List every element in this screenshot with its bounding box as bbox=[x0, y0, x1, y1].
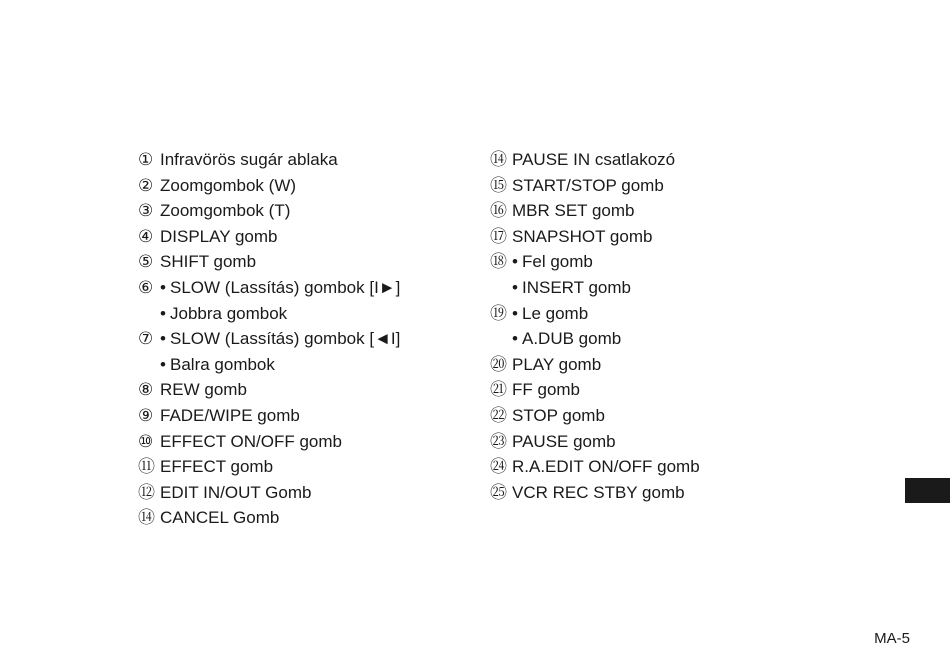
right-column bbox=[490, 147, 700, 505]
item-text: PLAY gomb bbox=[512, 354, 602, 374]
item-number: ① bbox=[138, 150, 154, 170]
item-number: ⑮ bbox=[490, 175, 507, 196]
list-item bbox=[490, 249, 700, 275]
list-item bbox=[138, 249, 400, 275]
item-text: R.A.EDIT ON/OFF gomb bbox=[512, 457, 700, 477]
list-item bbox=[490, 275, 700, 301]
item-text: VCR REC STBY gomb bbox=[512, 482, 685, 502]
bullet: • bbox=[160, 277, 166, 297]
item-number: ⑧ bbox=[138, 380, 154, 401]
section-tab-marker bbox=[905, 478, 950, 503]
bullet: • bbox=[160, 303, 166, 323]
item-text: Infravörös sugár ablaka bbox=[160, 150, 338, 169]
list-item bbox=[138, 147, 400, 173]
item-text: A.DUB gomb bbox=[522, 329, 622, 349]
item-number: ⑫ bbox=[138, 482, 155, 503]
item-text: SLOW (Lassítás) gombok [I►] bbox=[170, 277, 401, 297]
item-text: START/STOP gomb bbox=[512, 175, 664, 195]
item-number: ㉒ bbox=[490, 405, 507, 426]
list-item bbox=[138, 505, 400, 531]
item-number: ⑲ bbox=[490, 303, 507, 324]
list-item bbox=[138, 429, 400, 455]
list-item bbox=[490, 377, 700, 403]
list-item bbox=[138, 352, 400, 378]
item-number: ⑥ bbox=[138, 277, 154, 298]
list-item bbox=[138, 326, 400, 352]
item-text: REW gomb bbox=[160, 380, 247, 400]
item-number: ⑭ bbox=[138, 508, 155, 529]
item-text: CANCEL Gomb bbox=[160, 508, 280, 528]
item-number: ⑳ bbox=[490, 354, 507, 375]
item-text: Balra gombok bbox=[170, 354, 275, 374]
item-number: ② bbox=[138, 175, 154, 196]
item-text: DISPLAY gomb bbox=[160, 226, 278, 246]
list-item bbox=[138, 377, 400, 403]
list-item bbox=[490, 454, 700, 480]
item-text: FF gomb bbox=[512, 380, 581, 400]
list-item bbox=[490, 198, 700, 224]
list-item bbox=[138, 480, 400, 506]
item-text: PAUSE IN csatlakozó bbox=[512, 150, 676, 169]
list-item bbox=[490, 301, 700, 327]
item-number: ⑱ bbox=[490, 252, 507, 273]
bullet: • bbox=[512, 329, 518, 349]
list-item bbox=[138, 403, 400, 429]
list-item bbox=[490, 480, 700, 506]
list-item bbox=[490, 147, 700, 173]
bullet: • bbox=[512, 252, 518, 272]
bullet: • bbox=[512, 277, 518, 297]
item-number: ⑦ bbox=[138, 329, 154, 350]
item-text: Jobbra gombok bbox=[170, 303, 288, 323]
list-item bbox=[138, 224, 400, 250]
item-number: ⑭ bbox=[490, 150, 507, 170]
page-number: MA-5 bbox=[874, 630, 910, 647]
item-number: ㉑ bbox=[490, 380, 507, 401]
item-text: EFFECT gomb bbox=[160, 457, 274, 477]
item-text: MBR SET gomb bbox=[512, 201, 635, 221]
bullet: • bbox=[160, 329, 166, 349]
item-number: ㉕ bbox=[490, 482, 507, 503]
item-text: PAUSE gomb bbox=[512, 431, 616, 451]
item-text: EFFECT ON/OFF gomb bbox=[160, 431, 342, 451]
list-item bbox=[490, 326, 700, 352]
list-item bbox=[138, 275, 400, 301]
list-item bbox=[490, 403, 700, 429]
item-text: INSERT gomb bbox=[522, 277, 631, 297]
bullet: • bbox=[160, 354, 166, 374]
item-text: Zoomgombok (T) bbox=[160, 201, 291, 221]
item-text: SNAPSHOT gomb bbox=[512, 226, 653, 246]
bullet: • bbox=[512, 303, 518, 323]
item-number: ⑨ bbox=[138, 405, 154, 426]
left-column bbox=[138, 147, 400, 531]
item-number: ㉔ bbox=[490, 457, 507, 478]
item-text: EDIT IN/OUT Gomb bbox=[160, 482, 312, 502]
item-text: Le gomb bbox=[522, 303, 589, 323]
list-item bbox=[138, 198, 400, 224]
list-item bbox=[490, 224, 700, 250]
item-number: ④ bbox=[138, 226, 154, 247]
item-text: SHIFT gomb bbox=[160, 252, 257, 272]
item-number: ⑪ bbox=[138, 457, 155, 478]
item-number: ⑤ bbox=[138, 252, 154, 273]
item-text: Fel gomb bbox=[522, 252, 593, 272]
item-number: ㉓ bbox=[490, 431, 507, 452]
item-text: FADE/WIPE gomb bbox=[160, 405, 300, 425]
list-item bbox=[138, 301, 400, 327]
item-number: ⑰ bbox=[490, 226, 507, 247]
list-item bbox=[490, 352, 700, 378]
list-item bbox=[138, 454, 400, 480]
item-number: ③ bbox=[138, 201, 154, 222]
item-text: STOP gomb bbox=[512, 405, 605, 425]
item-text: Zoomgombok (W) bbox=[160, 175, 297, 195]
list-item bbox=[138, 173, 400, 199]
item-number: ⑩ bbox=[138, 431, 154, 452]
item-text: SLOW (Lassítás) gombok [◄I] bbox=[170, 329, 401, 349]
item-number: ⑯ bbox=[490, 201, 507, 222]
list-item bbox=[490, 429, 700, 455]
list-item bbox=[490, 173, 700, 199]
